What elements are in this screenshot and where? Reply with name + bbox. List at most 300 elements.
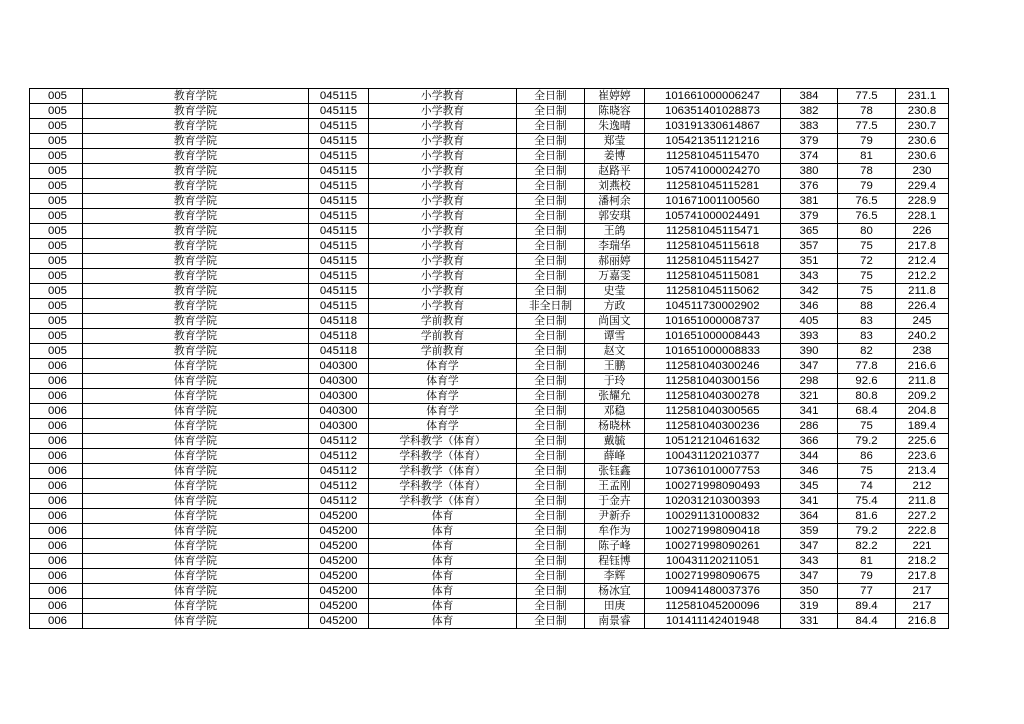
unit-code-cell: 005 xyxy=(30,119,83,134)
study-mode-cell: 全日制 xyxy=(517,494,585,509)
exam-number-cell: 101651000008443 xyxy=(645,329,781,344)
initial-score-cell: 341 xyxy=(781,404,838,419)
total-score-cell: 216.6 xyxy=(896,359,949,374)
study-mode-cell: 全日制 xyxy=(517,479,585,494)
total-score-cell: 217 xyxy=(896,584,949,599)
study-mode-cell: 全日制 xyxy=(517,509,585,524)
exam-number-cell: 112581040300278 xyxy=(645,389,781,404)
college-name-cell: 体育学院 xyxy=(83,614,309,629)
study-mode-cell: 全日制 xyxy=(517,314,585,329)
admission-score-table xyxy=(29,88,949,629)
retest-score-cell: 77.5 xyxy=(838,119,896,134)
study-mode-cell: 全日制 xyxy=(517,89,585,104)
table-row xyxy=(30,479,949,494)
major-name-cell: 小学教育 xyxy=(369,119,517,134)
college-name-cell: 体育学院 xyxy=(83,434,309,449)
table-row xyxy=(30,179,949,194)
college-name-cell: 体育学院 xyxy=(83,359,309,374)
unit-code-cell: 006 xyxy=(30,494,83,509)
exam-number-cell: 103191330614867 xyxy=(645,119,781,134)
retest-score-cell: 68.4 xyxy=(838,404,896,419)
initial-score-cell: 374 xyxy=(781,149,838,164)
college-name-cell: 体育学院 xyxy=(83,449,309,464)
retest-score-cell: 75 xyxy=(838,419,896,434)
initial-score-cell: 351 xyxy=(781,254,838,269)
college-name-cell: 教育学院 xyxy=(83,224,309,239)
unit-code-cell: 005 xyxy=(30,314,83,329)
initial-score-cell: 393 xyxy=(781,329,838,344)
retest-score-cell: 80 xyxy=(838,224,896,239)
exam-number-cell: 112581045115081 xyxy=(645,269,781,284)
retest-score-cell: 74 xyxy=(838,479,896,494)
major-code-cell: 045115 xyxy=(309,149,369,164)
student-name-cell: 郝丽婷 xyxy=(585,254,645,269)
retest-score-cell: 92.6 xyxy=(838,374,896,389)
study-mode-cell: 全日制 xyxy=(517,539,585,554)
retest-score-cell: 83 xyxy=(838,314,896,329)
retest-score-cell: 81.6 xyxy=(838,509,896,524)
study-mode-cell: 全日制 xyxy=(517,614,585,629)
student-name-cell: 陈子峰 xyxy=(585,539,645,554)
exam-number-cell: 100271998090493 xyxy=(645,479,781,494)
total-score-cell: 228.1 xyxy=(896,209,949,224)
retest-score-cell: 75 xyxy=(838,284,896,299)
total-score-cell: 226 xyxy=(896,224,949,239)
initial-score-cell: 383 xyxy=(781,119,838,134)
initial-score-cell: 365 xyxy=(781,224,838,239)
retest-score-cell: 75 xyxy=(838,464,896,479)
major-name-cell: 小学教育 xyxy=(369,254,517,269)
study-mode-cell: 全日制 xyxy=(517,524,585,539)
retest-score-cell: 81 xyxy=(838,554,896,569)
unit-code-cell: 005 xyxy=(30,344,83,359)
student-name-cell: 王孟刚 xyxy=(585,479,645,494)
initial-score-cell: 381 xyxy=(781,194,838,209)
unit-code-cell: 005 xyxy=(30,164,83,179)
college-name-cell: 教育学院 xyxy=(83,134,309,149)
college-name-cell: 体育学院 xyxy=(83,599,309,614)
table-row xyxy=(30,404,949,419)
exam-number-cell: 112581045115427 xyxy=(645,254,781,269)
major-name-cell: 体育学 xyxy=(369,374,517,389)
unit-code-cell: 005 xyxy=(30,239,83,254)
study-mode-cell: 全日制 xyxy=(517,344,585,359)
major-name-cell: 体育学 xyxy=(369,419,517,434)
major-name-cell: 学科教学（体育） xyxy=(369,494,517,509)
study-mode-cell: 全日制 xyxy=(517,569,585,584)
total-score-cell: 226.4 xyxy=(896,299,949,314)
study-mode-cell: 全日制 xyxy=(517,434,585,449)
retest-score-cell: 80.8 xyxy=(838,389,896,404)
major-name-cell: 学科教学（体育） xyxy=(369,479,517,494)
major-name-cell: 小学教育 xyxy=(369,194,517,209)
college-name-cell: 教育学院 xyxy=(83,329,309,344)
major-code-cell: 045200 xyxy=(309,599,369,614)
exam-number-cell: 102031210300393 xyxy=(645,494,781,509)
exam-number-cell: 112581045115470 xyxy=(645,149,781,164)
total-score-cell: 245 xyxy=(896,314,949,329)
college-name-cell: 教育学院 xyxy=(83,239,309,254)
table-row xyxy=(30,464,949,479)
student-name-cell: 王鸽 xyxy=(585,224,645,239)
initial-score-cell: 347 xyxy=(781,539,838,554)
retest-score-cell: 79.2 xyxy=(838,524,896,539)
table-row xyxy=(30,599,949,614)
major-code-cell: 045115 xyxy=(309,104,369,119)
study-mode-cell: 全日制 xyxy=(517,284,585,299)
total-score-cell: 216.8 xyxy=(896,614,949,629)
study-mode-cell: 全日制 xyxy=(517,104,585,119)
student-name-cell: 程钰博 xyxy=(585,554,645,569)
total-score-cell: 230.6 xyxy=(896,134,949,149)
table-body xyxy=(30,89,949,629)
initial-score-cell: 345 xyxy=(781,479,838,494)
total-score-cell: 212.4 xyxy=(896,254,949,269)
initial-score-cell: 342 xyxy=(781,284,838,299)
college-name-cell: 体育学院 xyxy=(83,509,309,524)
table-row xyxy=(30,89,949,104)
retest-score-cell: 79 xyxy=(838,569,896,584)
unit-code-cell: 005 xyxy=(30,179,83,194)
student-name-cell: 王鹏 xyxy=(585,359,645,374)
student-name-cell: 张钰鑫 xyxy=(585,464,645,479)
unit-code-cell: 005 xyxy=(30,224,83,239)
initial-score-cell: 390 xyxy=(781,344,838,359)
study-mode-cell: 全日制 xyxy=(517,554,585,569)
college-name-cell: 教育学院 xyxy=(83,344,309,359)
study-mode-cell: 全日制 xyxy=(517,359,585,374)
major-name-cell: 小学教育 xyxy=(369,299,517,314)
exam-number-cell: 107361010007753 xyxy=(645,464,781,479)
initial-score-cell: 321 xyxy=(781,389,838,404)
unit-code-cell: 005 xyxy=(30,329,83,344)
total-score-cell: 229.4 xyxy=(896,179,949,194)
retest-score-cell: 72 xyxy=(838,254,896,269)
college-name-cell: 教育学院 xyxy=(83,209,309,224)
college-name-cell: 体育学院 xyxy=(83,464,309,479)
study-mode-cell: 全日制 xyxy=(517,149,585,164)
total-score-cell: 230.6 xyxy=(896,149,949,164)
table-row xyxy=(30,434,949,449)
exam-number-cell: 112581045200096 xyxy=(645,599,781,614)
retest-score-cell: 78 xyxy=(838,164,896,179)
unit-code-cell: 005 xyxy=(30,209,83,224)
table-row xyxy=(30,104,949,119)
major-code-cell: 045115 xyxy=(309,119,369,134)
major-name-cell: 体育 xyxy=(369,569,517,584)
major-code-cell: 045115 xyxy=(309,89,369,104)
initial-score-cell: 343 xyxy=(781,269,838,284)
exam-number-cell: 100271998090675 xyxy=(645,569,781,584)
study-mode-cell: 全日制 xyxy=(517,224,585,239)
major-code-cell: 045115 xyxy=(309,194,369,209)
college-name-cell: 体育学院 xyxy=(83,419,309,434)
unit-code-cell: 006 xyxy=(30,509,83,524)
initial-score-cell: 319 xyxy=(781,599,838,614)
total-score-cell: 204.8 xyxy=(896,404,949,419)
retest-score-cell: 82.2 xyxy=(838,539,896,554)
college-name-cell: 体育学院 xyxy=(83,374,309,389)
initial-score-cell: 366 xyxy=(781,434,838,449)
major-code-cell: 045115 xyxy=(309,284,369,299)
college-name-cell: 体育学院 xyxy=(83,584,309,599)
study-mode-cell: 全日制 xyxy=(517,134,585,149)
study-mode-cell: 非全日制 xyxy=(517,299,585,314)
table-row xyxy=(30,554,949,569)
major-code-cell: 045115 xyxy=(309,299,369,314)
student-name-cell: 牟作为 xyxy=(585,524,645,539)
exam-number-cell: 112581045115062 xyxy=(645,284,781,299)
table-row xyxy=(30,269,949,284)
college-name-cell: 教育学院 xyxy=(83,314,309,329)
major-name-cell: 小学教育 xyxy=(369,284,517,299)
college-name-cell: 教育学院 xyxy=(83,194,309,209)
major-code-cell: 045115 xyxy=(309,179,369,194)
study-mode-cell: 全日制 xyxy=(517,464,585,479)
college-name-cell: 体育学院 xyxy=(83,524,309,539)
student-name-cell: 陈晓容 xyxy=(585,104,645,119)
initial-score-cell: 379 xyxy=(781,134,838,149)
exam-number-cell: 100271998090418 xyxy=(645,524,781,539)
table-row xyxy=(30,359,949,374)
major-name-cell: 小学教育 xyxy=(369,179,517,194)
unit-code-cell: 005 xyxy=(30,89,83,104)
college-name-cell: 体育学院 xyxy=(83,389,309,404)
major-code-cell: 045115 xyxy=(309,239,369,254)
table-row xyxy=(30,374,949,389)
major-code-cell: 045200 xyxy=(309,554,369,569)
major-code-cell: 045200 xyxy=(309,524,369,539)
retest-score-cell: 88 xyxy=(838,299,896,314)
unit-code-cell: 006 xyxy=(30,554,83,569)
study-mode-cell: 全日制 xyxy=(517,179,585,194)
retest-score-cell: 75 xyxy=(838,239,896,254)
unit-code-cell: 005 xyxy=(30,149,83,164)
college-name-cell: 教育学院 xyxy=(83,299,309,314)
table-row xyxy=(30,539,949,554)
study-mode-cell: 全日制 xyxy=(517,449,585,464)
major-name-cell: 小学教育 xyxy=(369,239,517,254)
major-code-cell: 040300 xyxy=(309,359,369,374)
major-code-cell: 045115 xyxy=(309,224,369,239)
college-name-cell: 体育学院 xyxy=(83,404,309,419)
college-name-cell: 体育学院 xyxy=(83,539,309,554)
total-score-cell: 227.2 xyxy=(896,509,949,524)
major-name-cell: 小学教育 xyxy=(369,209,517,224)
initial-score-cell: 343 xyxy=(781,554,838,569)
table-row xyxy=(30,284,949,299)
table-row xyxy=(30,314,949,329)
retest-score-cell: 78 xyxy=(838,104,896,119)
initial-score-cell: 376 xyxy=(781,179,838,194)
major-code-cell: 045115 xyxy=(309,134,369,149)
major-name-cell: 体育 xyxy=(369,554,517,569)
student-name-cell: 潘柯余 xyxy=(585,194,645,209)
initial-score-cell: 364 xyxy=(781,509,838,524)
total-score-cell: 225.6 xyxy=(896,434,949,449)
initial-score-cell: 359 xyxy=(781,524,838,539)
unit-code-cell: 006 xyxy=(30,374,83,389)
major-name-cell: 体育 xyxy=(369,509,517,524)
unit-code-cell: 006 xyxy=(30,419,83,434)
major-name-cell: 体育 xyxy=(369,524,517,539)
study-mode-cell: 全日制 xyxy=(517,254,585,269)
initial-score-cell: 341 xyxy=(781,494,838,509)
student-name-cell: 戴毓 xyxy=(585,434,645,449)
major-code-cell: 040300 xyxy=(309,374,369,389)
major-code-cell: 040300 xyxy=(309,419,369,434)
initial-score-cell: 379 xyxy=(781,209,838,224)
retest-score-cell: 79 xyxy=(838,179,896,194)
exam-number-cell: 112581045115618 xyxy=(645,239,781,254)
initial-score-cell: 380 xyxy=(781,164,838,179)
unit-code-cell: 006 xyxy=(30,404,83,419)
student-name-cell: 杨晓林 xyxy=(585,419,645,434)
student-name-cell: 于玲 xyxy=(585,374,645,389)
study-mode-cell: 全日制 xyxy=(517,194,585,209)
major-name-cell: 小学教育 xyxy=(369,224,517,239)
student-name-cell: 赵路平 xyxy=(585,164,645,179)
student-name-cell: 崔婷婷 xyxy=(585,89,645,104)
student-name-cell: 邓稳 xyxy=(585,404,645,419)
total-score-cell: 217 xyxy=(896,599,949,614)
major-name-cell: 学科教学（体育） xyxy=(369,449,517,464)
unit-code-cell: 006 xyxy=(30,389,83,404)
major-code-cell: 045115 xyxy=(309,209,369,224)
major-name-cell: 学前教育 xyxy=(369,329,517,344)
total-score-cell: 238 xyxy=(896,344,949,359)
total-score-cell: 228.9 xyxy=(896,194,949,209)
table-row xyxy=(30,509,949,524)
study-mode-cell: 全日制 xyxy=(517,209,585,224)
major-name-cell: 体育学 xyxy=(369,359,517,374)
major-code-cell: 045112 xyxy=(309,494,369,509)
major-code-cell: 040300 xyxy=(309,404,369,419)
major-name-cell: 体育 xyxy=(369,584,517,599)
major-code-cell: 040300 xyxy=(309,389,369,404)
table-row xyxy=(30,254,949,269)
table-row xyxy=(30,419,949,434)
initial-score-cell: 346 xyxy=(781,464,838,479)
student-name-cell: 薛峰 xyxy=(585,449,645,464)
student-name-cell: 赵文 xyxy=(585,344,645,359)
study-mode-cell: 全日制 xyxy=(517,164,585,179)
unit-code-cell: 005 xyxy=(30,269,83,284)
exam-number-cell: 100431120211051 xyxy=(645,554,781,569)
student-name-cell: 郑莹 xyxy=(585,134,645,149)
initial-score-cell: 346 xyxy=(781,299,838,314)
exam-number-cell: 101411142401948 xyxy=(645,614,781,629)
total-score-cell: 209.2 xyxy=(896,389,949,404)
major-name-cell: 体育 xyxy=(369,539,517,554)
major-name-cell: 小学教育 xyxy=(369,104,517,119)
major-name-cell: 体育学 xyxy=(369,404,517,419)
unit-code-cell: 005 xyxy=(30,194,83,209)
major-name-cell: 小学教育 xyxy=(369,269,517,284)
student-name-cell: 郭安琪 xyxy=(585,209,645,224)
exam-number-cell: 106351401028873 xyxy=(645,104,781,119)
retest-score-cell: 81 xyxy=(838,149,896,164)
college-name-cell: 教育学院 xyxy=(83,284,309,299)
major-code-cell: 045200 xyxy=(309,539,369,554)
table-row xyxy=(30,164,949,179)
student-name-cell: 刘燕校 xyxy=(585,179,645,194)
exam-number-cell: 105741000024270 xyxy=(645,164,781,179)
unit-code-cell: 005 xyxy=(30,299,83,314)
student-name-cell: 方政 xyxy=(585,299,645,314)
student-name-cell: 姜博 xyxy=(585,149,645,164)
college-name-cell: 教育学院 xyxy=(83,269,309,284)
major-code-cell: 045118 xyxy=(309,344,369,359)
study-mode-cell: 全日制 xyxy=(517,269,585,284)
major-code-cell: 045115 xyxy=(309,269,369,284)
major-name-cell: 学前教育 xyxy=(369,344,517,359)
table-row xyxy=(30,209,949,224)
college-name-cell: 教育学院 xyxy=(83,254,309,269)
study-mode-cell: 全日制 xyxy=(517,389,585,404)
study-mode-cell: 全日制 xyxy=(517,119,585,134)
exam-number-cell: 112581040300565 xyxy=(645,404,781,419)
study-mode-cell: 全日制 xyxy=(517,599,585,614)
student-name-cell: 杨冰宜 xyxy=(585,584,645,599)
total-score-cell: 213.4 xyxy=(896,464,949,479)
student-name-cell: 朱逸晴 xyxy=(585,119,645,134)
retest-score-cell: 79 xyxy=(838,134,896,149)
exam-number-cell: 100291131000832 xyxy=(645,509,781,524)
study-mode-cell: 全日制 xyxy=(517,374,585,389)
total-score-cell: 211.8 xyxy=(896,374,949,389)
exam-number-cell: 112581040300156 xyxy=(645,374,781,389)
retest-score-cell: 82 xyxy=(838,344,896,359)
student-name-cell: 于金卉 xyxy=(585,494,645,509)
exam-number-cell: 101661000006247 xyxy=(645,89,781,104)
college-name-cell: 教育学院 xyxy=(83,104,309,119)
study-mode-cell: 全日制 xyxy=(517,419,585,434)
total-score-cell: 230.8 xyxy=(896,104,949,119)
initial-score-cell: 350 xyxy=(781,584,838,599)
major-name-cell: 学科教学（体育） xyxy=(369,434,517,449)
unit-code-cell: 006 xyxy=(30,464,83,479)
exam-number-cell: 100271998090261 xyxy=(645,539,781,554)
unit-code-cell: 006 xyxy=(30,584,83,599)
table-row xyxy=(30,119,949,134)
table-row xyxy=(30,344,949,359)
table-row xyxy=(30,584,949,599)
major-code-cell: 045118 xyxy=(309,314,369,329)
table-row xyxy=(30,134,949,149)
table-row xyxy=(30,194,949,209)
major-code-cell: 045112 xyxy=(309,434,369,449)
exam-number-cell: 100941480037376 xyxy=(645,584,781,599)
total-score-cell: 222.8 xyxy=(896,524,949,539)
table-row xyxy=(30,494,949,509)
major-name-cell: 体育 xyxy=(369,599,517,614)
college-name-cell: 教育学院 xyxy=(83,149,309,164)
major-name-cell: 学科教学（体育） xyxy=(369,464,517,479)
exam-number-cell: 101651000008737 xyxy=(645,314,781,329)
total-score-cell: 189.4 xyxy=(896,419,949,434)
student-name-cell: 尹新乔 xyxy=(585,509,645,524)
retest-score-cell: 79.2 xyxy=(838,434,896,449)
exam-number-cell: 105421351121216 xyxy=(645,134,781,149)
student-name-cell: 史莹 xyxy=(585,284,645,299)
retest-score-cell: 76.5 xyxy=(838,194,896,209)
college-name-cell: 教育学院 xyxy=(83,179,309,194)
unit-code-cell: 006 xyxy=(30,434,83,449)
unit-code-cell: 005 xyxy=(30,254,83,269)
table-row xyxy=(30,239,949,254)
college-name-cell: 体育学院 xyxy=(83,554,309,569)
